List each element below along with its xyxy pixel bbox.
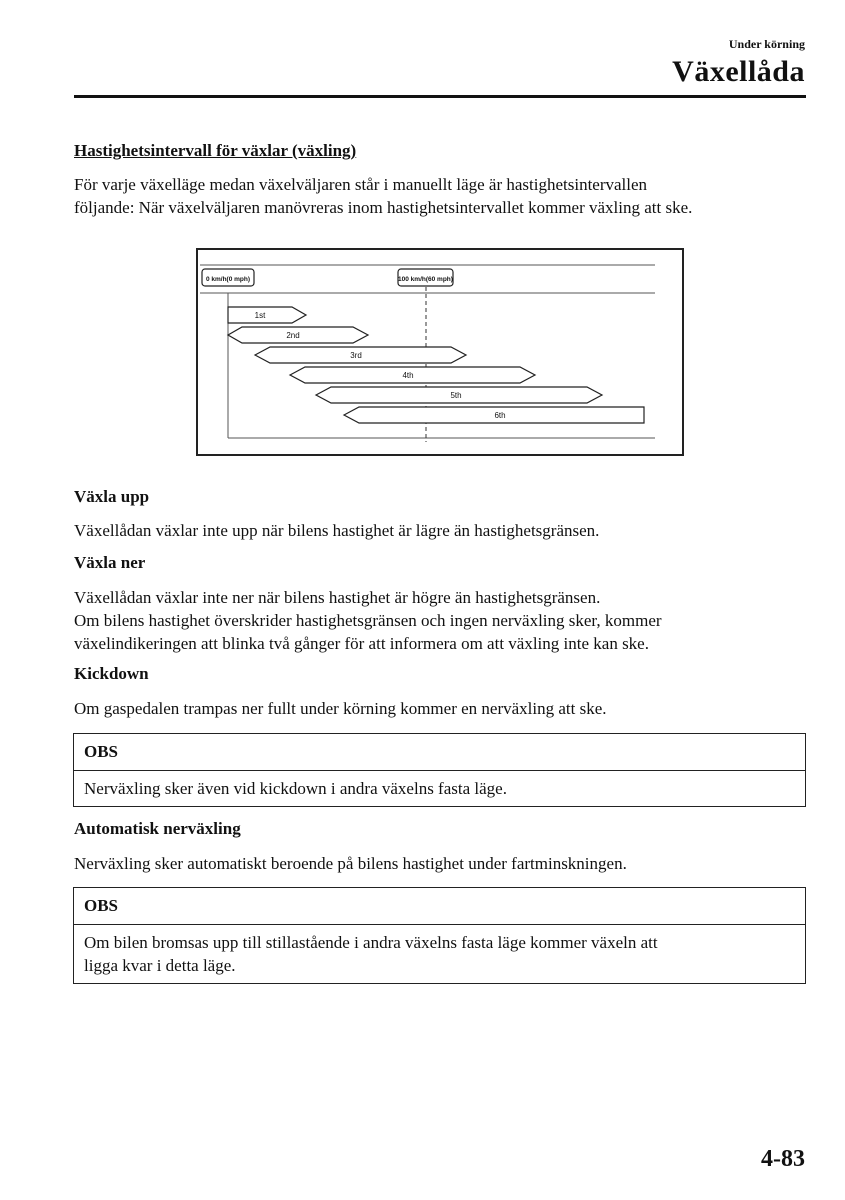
gear-label-2nd: 2nd <box>286 331 300 340</box>
shift-down-text <box>74 586 814 655</box>
gear-label-5th: 5th <box>450 391 462 400</box>
shift-down-line-2: Om bilens hastighet överskrider hastighetsgränsen och ingen nerväxling sker, kommer <box>74 611 662 630</box>
speed-ranges-heading: Hastighetsintervall för växlar (växling) <box>74 141 357 160</box>
auto-downshift-heading: Automatisk nerväxling <box>74 819 241 838</box>
shift-down-line-1: Växellådan växlar inte ner när bilens hastighet är högre än hastighetsgränsen. <box>74 588 601 607</box>
gear-label-6th: 6th <box>494 411 506 420</box>
gear-speed-diagram-svg <box>198 250 682 454</box>
title-divider <box>74 95 806 98</box>
note-box-standstill <box>73 887 806 984</box>
kickdown-heading: Kickdown <box>74 664 149 683</box>
page-title: Växellåda <box>672 55 805 88</box>
note-line-1: Om bilen bromsas upp till stillastående i andra växelns fasta läge kommer växeln att <box>84 933 658 952</box>
note-label: OBS <box>74 888 805 925</box>
shift-up-text: Växellådan växlar inte upp när bilens hastighet är lägre än hastighetsgränsen. <box>74 521 600 540</box>
marker-left-label: 0 km/h(0 mph) <box>205 276 251 283</box>
gear-speed-diagram <box>196 248 684 456</box>
shift-down-heading: Växla ner <box>74 553 146 572</box>
note-label: OBS <box>74 734 805 771</box>
marker-right-label: 100 km/h(60 mph) <box>398 276 453 283</box>
speed-ranges-intro <box>74 173 814 219</box>
intro-line-1: För varje växelläge medan växelväljaren står i manuellt läge är hastighetsintervallen <box>74 175 648 194</box>
gear-bar-1st <box>228 307 306 323</box>
shift-down-line-3: växelindikeringen att blinka två gånger för att informera om att växling inte kan ske. <box>74 634 649 653</box>
page-number: 4-83 <box>761 1146 805 1172</box>
gear-label-4th: 4th <box>402 371 414 380</box>
intro-line-2: följande: När växelväljaren manövreras inom hastighetsintervallet kommer växling att ske. <box>74 198 693 217</box>
gear-label-3rd: 3rd <box>350 351 362 360</box>
note-box-kickdown <box>73 733 806 807</box>
section-label: Under körning <box>728 37 805 51</box>
kickdown-text: Om gaspedalen trampas ner fullt under körning kommer en nerväxling att ske. <box>74 699 607 718</box>
gear-label-1st: 1st <box>254 311 266 320</box>
note-text: Nerväxling sker även vid kickdown i andra växelns fasta läge. <box>84 779 507 798</box>
shift-up-heading: Växla upp <box>74 487 150 506</box>
auto-downshift-text: Nerväxling sker automatiskt beroende på bilens hastighet under fartminskningen. <box>74 854 627 873</box>
note-text <box>74 925 805 983</box>
note-line-2: ligga kvar i detta läge. <box>84 956 236 975</box>
